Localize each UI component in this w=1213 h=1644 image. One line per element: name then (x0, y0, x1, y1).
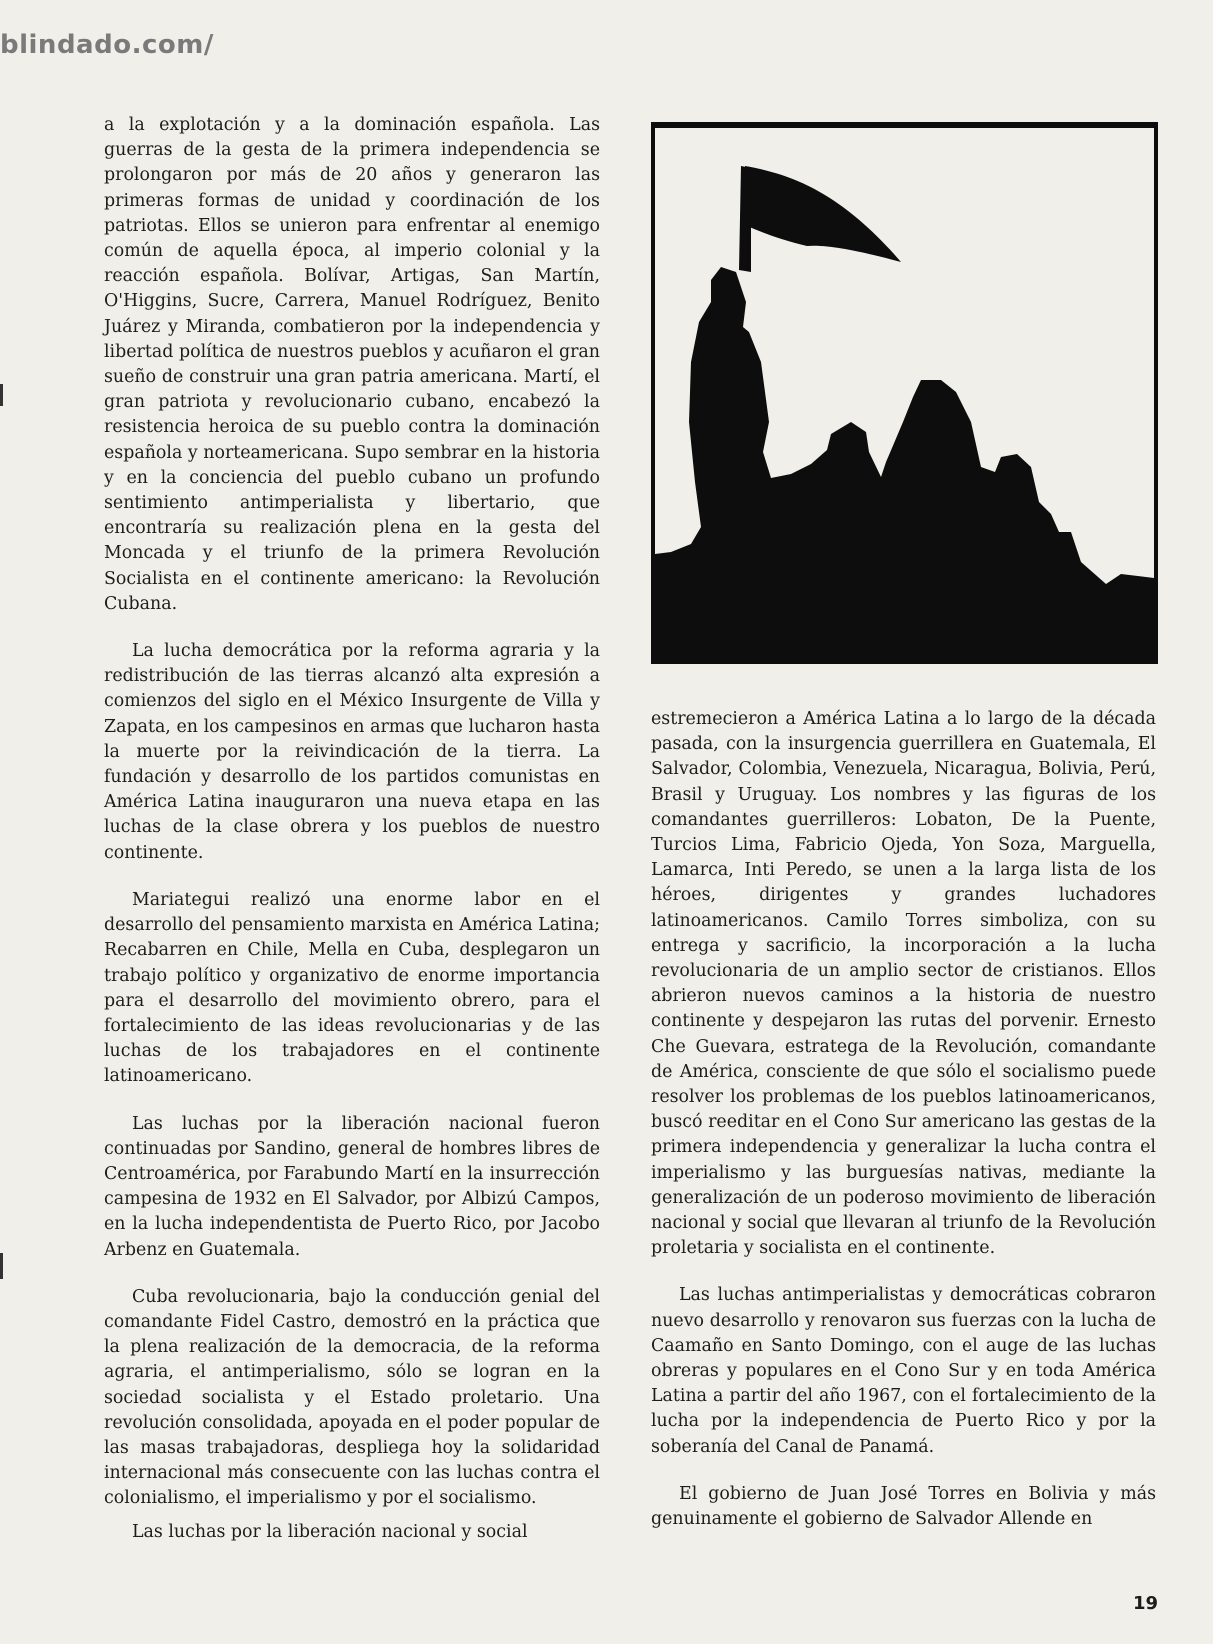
edge-mark (0, 1253, 3, 1279)
paragraph: estremecieron a América Latina a lo largo de la década pasada, con la insurgencia guerrillera en Guatemala, El Salvador, Colombia, Venezuela, Nicaragua, Bolivia, Perú, Brasil y Uruguay. Los nombres y las figuras de los comandantes guerrilleros: Lobaton, De la Puente, Turcios Lima, Fabricio Ojeda, Yon Soza, Marguella, Lamarca, Inti Peredo, se unen a la larga lista de los héroes, dirigentes y grandes luchadores latinoamericanos. Camilo Torres simboliza, con su entrega y sacrificio, la incorporación a la lucha revolucionaria de un amplio sector de cristianos. Ellos abrieron nuevos caminos a la historia de nuestro continente y despejaron las rutas del porvenir. Ernesto Che Guevara, estratega de la Revolución, comandante de América, consciente de que sólo el socialismo puede resolver los problemas de los pueblos latinoamericanos, buscó reeditar en el Cono Sur americano las gestas de la primera independencia y generalizar la lucha contra el imperialismo y las burguesías nativas, mediante la generalización de un poderoso movimiento de liberación nacional y social que llevaran al triunfo de la Revolución proletaria y socialista en el continente. (651, 709, 1156, 1259)
left-column (104, 113, 600, 1567)
paragraph: Las luchas antimperialistas y democráticas cobraron nuevo desarrollo y renovaron sus fuerzas con la lucha de Caamaño en Santo Domingo, con el auge de las luchas obreras y populares en el Cono Sur y en toda América Latina a partir del año 1967, con el fortalecimiento de la lucha por la independencia de Puerto Rico y por la soberanía del Canal de Panamá. (651, 1285, 1156, 1457)
paragraph: Mariategui realizó una enorme labor en el desarrollo del pensamiento marxista en América Latina; Recabarren en Chile, Mella en Cuba, desplegaron un trabajo político y organizativo de enorme importancia para el desarrollo del movimiento obrero, para el fortalecimiento de las ideas revolucionarias y de las luchas de los trabajadores en el continente latinoamericano. (104, 889, 601, 1087)
paragraph: Cuba revolucionaria, bajo la conducción genial del comandante Fidel Castro, demostró en la práctica que la plena realización de la democracia, de la reforma agraria, el antimperialismo, sólo se logran en la sociedad socialista y el Estado proletario. Una revolución consolidada, apoyada en el poder popular de las masas trabajadoras, despliega hoy la solidaridad internacional más consecuente con las luchas contra el colonialismo, el imperialismo y por el socialismo. (104, 1286, 600, 1509)
paragraph: Las luchas por la liberación nacional y social (132, 1521, 528, 1542)
watermark: blindado.com/ (0, 30, 214, 60)
edge-mark (0, 384, 3, 406)
paragraph: El gobierno de Juan José Torres en Bolivia y más genuinamente el gobierno de Salvador Allende en (651, 1483, 1156, 1530)
right-column (651, 707, 1156, 1554)
paragraph: La lucha democrática por la reforma agraria y la redistribución de las tierras alcanzó alta expresión a comienzos del siglo en el México Insurgente de Villa y Zapata, en los campesinos en armas que lucharon hasta la muerte por la reivindicación de la tierra. La fundación y desarrollo de los partidos comunistas en América Latina inauguraron una nueva etapa en las luchas de la clase obrera y los pueblos de nuestro continente. (104, 641, 600, 863)
paragraph: Las luchas por la liberación nacional fueron continuadas por Sandino, general de hombres libres de Centroamérica, por Farabundo Martí en la insurrección campesina de 1932 en El Salvador, por Albizú Campos, en la lucha independentista de Puerto Rico, por Jacobo Arbenz en Guatemala. (104, 1113, 600, 1260)
page-number: 19 (1133, 1593, 1159, 1614)
paragraph: a la explotación y a la dominación española. Las guerras de la gesta de la primera independencia se prolongaron por más de 20 años y generaron las primeras formas de unidad y coordinación de los patriotas. Ellos se unieron para enfrentar al enemigo común de aquella época, al imperio colonial y la reacción española. Bolívar, Artigas, San Martín, O'Higgins, Sucre, Carrera, Manuel Rodríguez, Benito Juárez y Miranda, combatieron por la independencia y libertad política de nuestros pueblos y acuñaron el gran sueño de construir una gran patria americana. Martí, el gran patriota y revolucionario cubano, encabezó la resistencia heroica de su pueblo contra la dominación española y norteamericana. Supo sembrar en la historia y en la conciencia del pueblo cubano un profundo sentimiento antimperialista y libertario, que encontraría su realización plena en la gesta del Moncada y el triunfo de la primera Revolución Socialista en el continente americano: la Revolución Cubana. (104, 115, 600, 614)
silhouette-photo (651, 122, 1158, 664)
